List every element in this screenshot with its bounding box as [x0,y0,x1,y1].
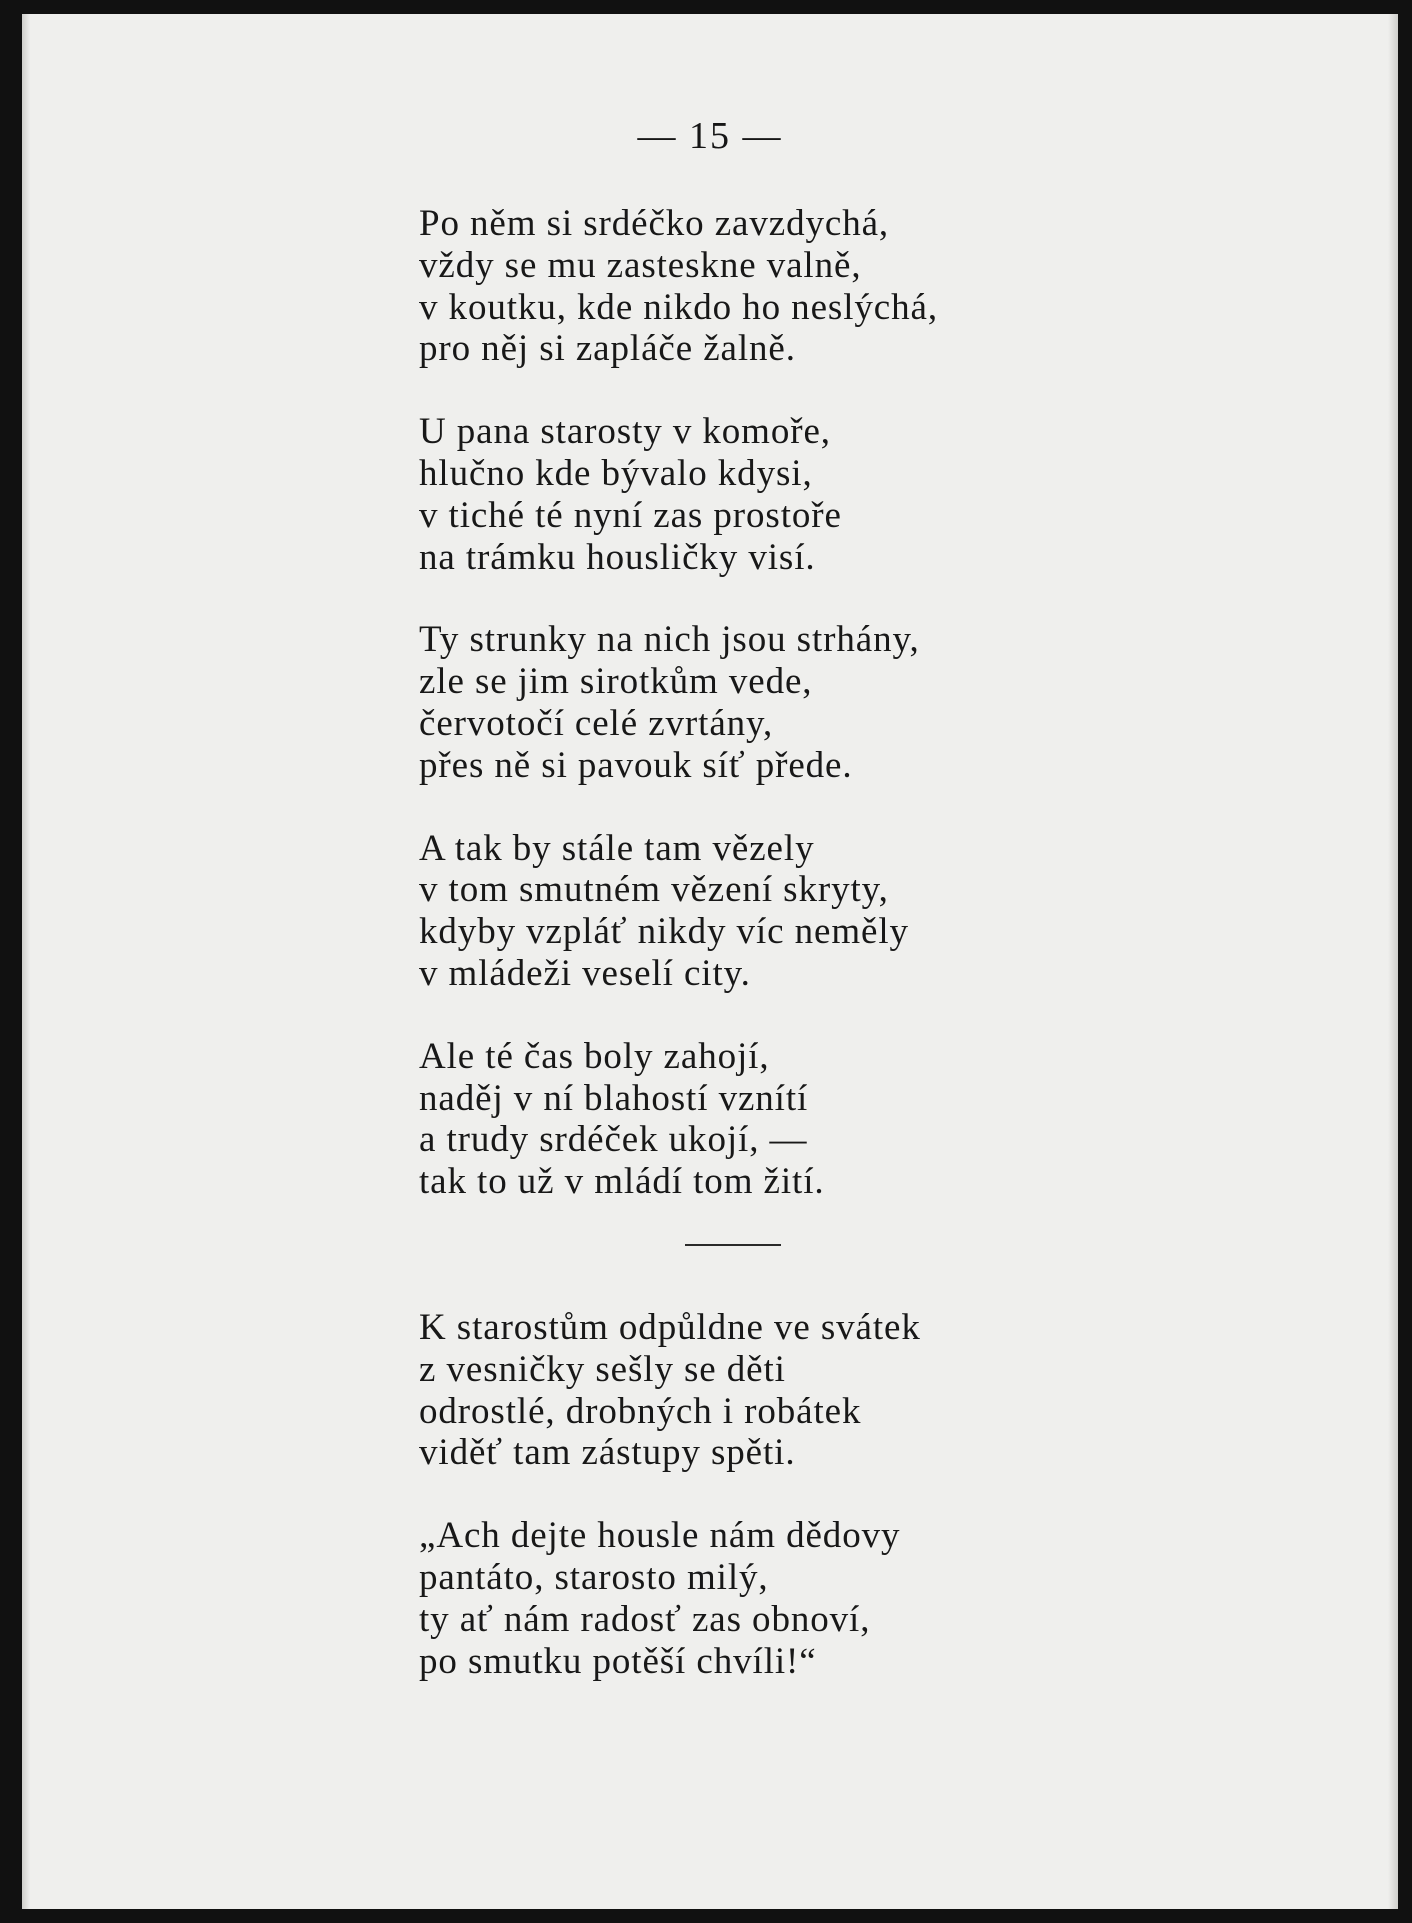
poem-part-2 [419,1307,1119,1682]
stanza [419,619,1119,786]
poem-line: pantáto, starosto milý, [419,1556,769,1598]
poem-line: U pana starosty v komoře, [419,411,831,453]
poem-line: pro něj si zapláče žalně. [419,328,796,370]
poem-line: hlučno kde bývalo kdysi, [419,452,813,494]
poem-line: vždy se mu zasteskne valně, [419,244,862,286]
poem-line: odrostlé, drobných i robátek [419,1390,862,1432]
poem-line: naděj v ní blahostí vznítí [419,1077,809,1119]
stanza [419,828,1119,995]
poem-line: viděť tam zástupy spěti. [419,1432,796,1474]
poem-line: Ty strunky na nich jsou strhány, [419,619,920,661]
poem-line: z vesničky sešly se děti [419,1348,786,1390]
stanza [419,1515,1119,1682]
poem-line: v koutku, kde nikdo ho neslýchá, [419,286,938,328]
page-number: — 15 — [637,115,783,157]
stanza [419,411,1119,578]
poem-line: kdyby vzpláť nikdy víc neměly [419,911,909,953]
section-divider [685,1244,781,1246]
page-edge-shadow [1388,14,1398,1909]
poem-line: K starostům odpůldne ve svátek [419,1306,921,1348]
poem-part-1 [419,203,1119,1203]
poem-line: přes ně si pavouk síť přede. [419,744,853,786]
poem-line: Po něm si srdéčko zavzdychá, [419,203,890,244]
poem-line: v tiché té nyní zas prostoře [419,494,842,536]
stanza [419,203,1119,370]
poem-line: v tom smutném vězení skryty, [419,869,889,911]
poem-line: v mládeži veselí city. [419,952,751,994]
poem-line: na trámku housličky visí. [419,536,816,578]
poem-line: po smutku potěší chvíli!“ [419,1640,817,1682]
poem-line: ty ať nám radosť zas obnoví, [419,1598,871,1640]
poem-line: zle se jim sirotkům vede, [419,661,813,703]
poem-line: A tak by stále tam vězely [419,827,815,869]
poem-line: „Ach dejte housle nám dědovy [419,1515,901,1557]
page-spine-shadow [22,14,30,1909]
stanza [419,1036,1119,1203]
poem-line: a trudy srdéček ukojí, — [419,1119,808,1161]
stanza [419,1307,1119,1474]
book-page [22,14,1398,1909]
poem-line: Ale té čas boly zahojí, [419,1035,770,1077]
poem-line: tak to už v mládí tom žití. [419,1161,825,1203]
poem-text [419,203,1119,1723]
poem-line: červotočí celé zvrtány, [419,702,774,744]
